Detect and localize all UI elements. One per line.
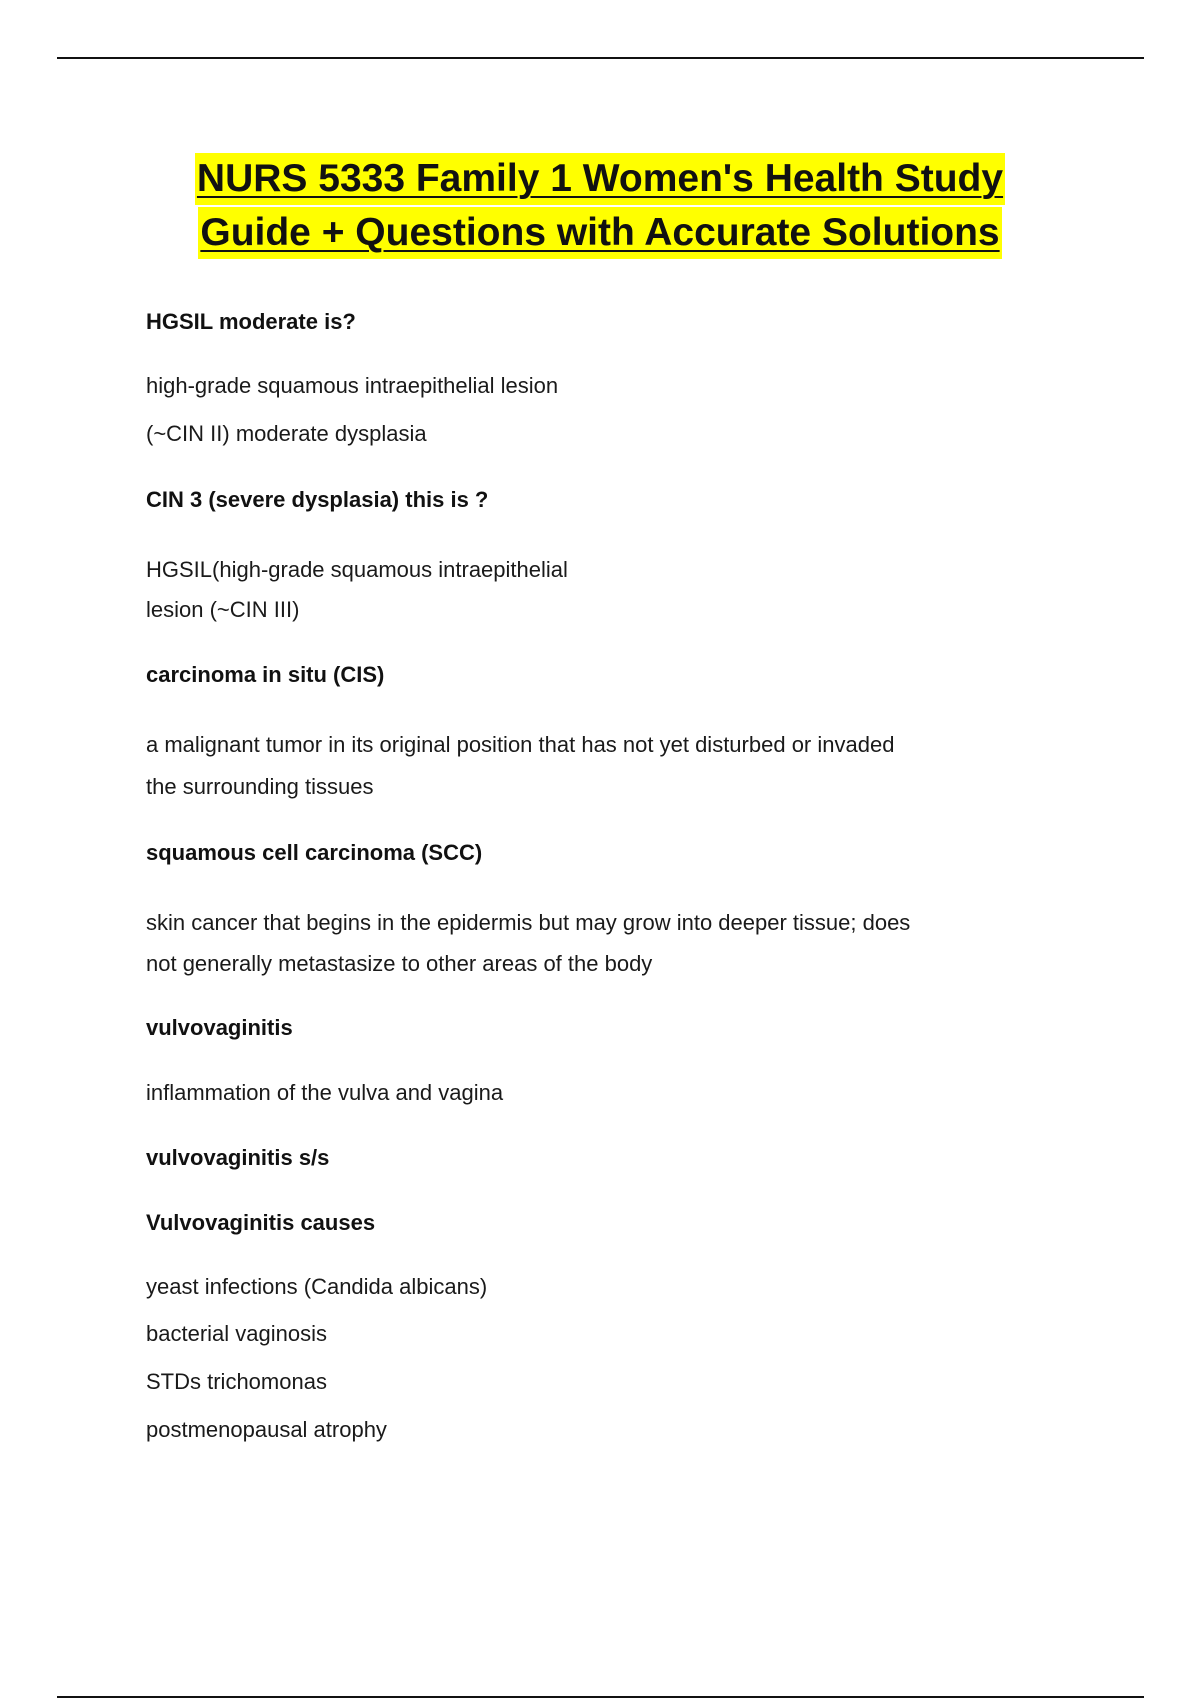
answer-line: yeast infections (Candida albicans) [146,1274,488,1299]
answer-line: lesion (~CIN III) [146,597,300,622]
title-line-2: Guide + Questions with Accurate Solutions [198,207,1001,259]
answer-line: skin cancer that begins in the epidermis but may grow into deeper tissue; does [146,910,911,935]
answer-line: postmenopausal atrophy [146,1417,387,1442]
question-vulvovaginitis-causes: Vulvovaginitis causes [146,1210,376,1235]
answer-line: not generally metastasize to other areas of the body [146,951,653,976]
bottom-rule [57,1696,1144,1698]
question-hgsil-moderate: HGSIL moderate is? [146,309,356,334]
answer-line: the surrounding tissues [146,774,374,799]
question-vulvovaginitis-ss: vulvovaginitis s/s [146,1145,330,1170]
answer-line: high-grade squamous intraepithelial lesion [146,373,559,398]
title-line-1: NURS 5333 Family 1 Women's Health Study [195,153,1005,205]
answer-line: HGSIL(high-grade squamous intraepithelial [146,557,568,582]
document-title [0,153,1200,259]
question-carcinoma-in-situ: carcinoma in situ (CIS) [146,662,385,687]
answer-line: a malignant tumor in its original position that has not yet disturbed or invaded [146,732,895,757]
answer-line: bacterial vaginosis [146,1321,327,1346]
top-rule [57,57,1144,59]
answer-line: (~CIN II) moderate dysplasia [146,421,427,446]
answer-line: STDs trichomonas [146,1369,327,1394]
answer-line: inflammation of the vulva and vagina [146,1080,504,1105]
question-cin-3: CIN 3 (severe dysplasia) this is ? [146,487,489,512]
question-vulvovaginitis: vulvovaginitis [146,1015,293,1040]
question-squamous-cell-carcinoma: squamous cell carcinoma (SCC) [146,840,483,865]
